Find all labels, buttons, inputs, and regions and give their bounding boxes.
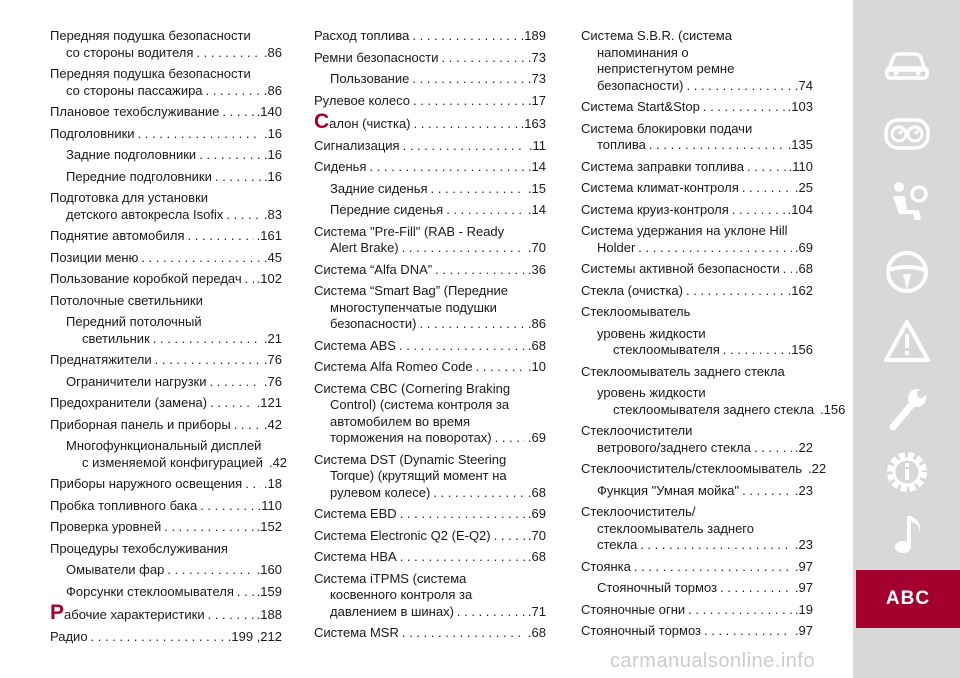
index-entry[interactable] [581, 180, 813, 197]
dot-leader [742, 180, 792, 197]
page-number: .68 [527, 484, 546, 500]
index-entry[interactable] [581, 461, 827, 478]
entry-text: рулевом колесе) [330, 484, 431, 500]
entry-text: Пользование [330, 71, 410, 86]
index-entry[interactable] [581, 423, 813, 456]
index-entry[interactable] [581, 385, 846, 418]
dot-leader [723, 342, 785, 359]
page-number: .68 [527, 337, 546, 353]
dot-leader [237, 584, 254, 601]
index-entry[interactable] [581, 99, 813, 116]
dot-leader [754, 440, 792, 457]
page-number: .69 [527, 506, 546, 521]
entry-text: Передние подголовники [66, 168, 212, 184]
page-number: .156 [820, 401, 846, 417]
dot-leader [91, 629, 225, 646]
index-entry[interactable] [50, 104, 282, 121]
dot-leader [210, 395, 254, 412]
dot-leader [400, 549, 525, 566]
index-entry[interactable] [50, 314, 282, 347]
page-number: .110 [257, 497, 282, 513]
page-number: .135 [787, 137, 813, 152]
page-number: .16 [263, 125, 282, 141]
index-entry[interactable] [581, 602, 813, 619]
entry-text: Омыватели фар [66, 562, 165, 577]
index-entry[interactable] [581, 559, 813, 576]
entry-text: стеклоомывателя [613, 342, 720, 357]
entry-text: Система “Alfa DNA” [314, 261, 433, 277]
index-entry[interactable] [50, 601, 282, 624]
page-number: .97 [794, 623, 813, 638]
entry-text: Система HBA [314, 549, 397, 564]
index-entry[interactable] [314, 181, 546, 198]
page-number: .76 [263, 373, 282, 389]
dot-leader [403, 138, 526, 155]
entry-text: безопасности) [330, 316, 417, 331]
dot-leader [494, 528, 525, 545]
entry-text: Стеклоомыватель [581, 304, 691, 319]
page-number: .19 [794, 601, 813, 617]
dot-leader [153, 331, 261, 348]
page-number: .188 [256, 607, 282, 622]
page-number: .10 [527, 359, 546, 374]
entry-text: Система круиз-контроля [581, 201, 729, 217]
page-number: .69 [794, 239, 813, 255]
entry-text: Подголовники [50, 125, 135, 141]
dot-leader [640, 537, 792, 554]
index-entry[interactable] [581, 580, 813, 597]
entry-text: стекла [597, 537, 638, 552]
dot-leader [442, 50, 525, 67]
index-column-1 [50, 28, 288, 650]
page-number: .159 [256, 583, 282, 599]
index-entry[interactable] [314, 262, 546, 279]
entry-text: Предохранители (замена) [50, 395, 208, 410]
index-entry[interactable] [50, 250, 282, 267]
index-entry[interactable] [581, 121, 813, 154]
page-number: .36 [527, 261, 546, 277]
entry-text: непристегнутом ремне [597, 61, 735, 76]
index-entry[interactable] [50, 271, 282, 288]
index-entry[interactable] [314, 381, 546, 447]
index-entry[interactable] [50, 66, 282, 99]
index-entry[interactable] [50, 293, 282, 310]
entry-text: Система "Pre-Fill" (RAB - Ready [314, 223, 505, 239]
index-entry[interactable] [314, 224, 546, 257]
index-entry[interactable] [314, 202, 546, 219]
entry-text: Радио [50, 628, 88, 644]
dot-leader [446, 202, 525, 219]
entry-text: Передняя подушка безопасности [50, 66, 251, 81]
car-icon[interactable] [883, 40, 931, 88]
entry-text: стеклоомыватель заднего [597, 520, 754, 536]
dot-leader [476, 359, 525, 376]
index-entry[interactable] [314, 506, 546, 523]
index-entry[interactable] [50, 28, 282, 61]
dot-leader [210, 374, 261, 391]
entry-text: Позиции меню [50, 249, 139, 265]
entry-text: Расход топлива [314, 28, 410, 43]
index-entry[interactable] [581, 364, 813, 381]
page-number: .25 [794, 180, 813, 195]
entry-text: Система MSR [314, 625, 399, 640]
entry-text: Система DST (Dynamic Steering [314, 451, 507, 467]
page-number: .189 [520, 28, 546, 43]
page-number: .83 [263, 206, 282, 222]
index-entry[interactable] [50, 169, 282, 186]
entry-text: Сигнализация [314, 137, 400, 153]
dot-leader [431, 181, 525, 198]
dot-leader [457, 604, 525, 621]
page-number: .161 [256, 228, 282, 243]
page-number: .156 [787, 342, 813, 357]
entry-text: Система ABS [314, 337, 396, 353]
index-column-3 [581, 28, 846, 645]
entry-text: топлива [597, 137, 646, 152]
page-number: .104 [787, 201, 813, 217]
dot-leader [400, 506, 525, 523]
page-number: .45 [263, 249, 282, 265]
entry-text: Система Start&Stop [581, 99, 700, 114]
page-number: .163 [520, 116, 546, 131]
page-number: .103 [787, 99, 813, 114]
dot-leader [638, 240, 792, 257]
dot-leader [688, 602, 792, 619]
page-number: .97 [794, 580, 813, 595]
entry-text: Задние сиденья [330, 180, 428, 196]
dot-leader [412, 71, 525, 88]
entry-text: Система iTPMS (система [314, 570, 467, 586]
warning-triangle-icon[interactable] [883, 318, 931, 366]
index-entry[interactable] [50, 519, 282, 536]
page-number: .22 [808, 461, 827, 476]
entry-text: Поднятие автомобиля [50, 228, 185, 243]
entry-text: Приборы наружного освещения [50, 476, 243, 491]
dot-leader [420, 316, 525, 333]
dot-leader [245, 476, 261, 493]
entry-text: светильник [82, 330, 150, 346]
entry-text: Система удержания на уклоне Hill [581, 223, 788, 238]
dot-leader [649, 137, 785, 154]
index-entry[interactable] [50, 352, 282, 369]
dot-leader [495, 430, 525, 447]
dot-leader [747, 159, 786, 176]
page-number: .160 [256, 562, 282, 577]
seat-airbag-icon[interactable] [883, 178, 931, 226]
wrench-icon[interactable] [883, 385, 931, 433]
entry-text: Форсунки стеклоомывателя [66, 583, 234, 599]
index-entry[interactable] [581, 623, 813, 640]
dot-leader [402, 240, 525, 257]
watermark: carmanualsonline.info [610, 650, 816, 672]
entry-text: детского автокресла Isofix [66, 206, 224, 222]
entry-text: Control) (система контроля за [330, 397, 510, 412]
entry-text: Стеклоочиститель/ [581, 504, 696, 519]
index-entry[interactable] [50, 498, 282, 515]
entry-text: с изменяемой конфигурацией [82, 454, 263, 470]
entry-text: уровень жидкости [597, 385, 706, 400]
index-column-2 [314, 28, 546, 647]
dot-leader [226, 207, 261, 224]
index-entry[interactable] [581, 483, 813, 500]
dot-leader [196, 45, 261, 62]
page-number: .42 [263, 416, 282, 432]
entry-text: Передний потолочный [66, 314, 202, 329]
dot-leader [208, 607, 254, 624]
index-entry[interactable] [581, 283, 813, 300]
page-number: .74 [794, 77, 813, 93]
index-entry[interactable] [314, 110, 546, 133]
index-entry[interactable] [314, 71, 546, 88]
index-entry[interactable] [581, 159, 813, 176]
page-number: .102 [256, 271, 282, 286]
entry-text: ветрового/заднего стекла [597, 439, 751, 455]
entry-text: Стояночные огни [581, 601, 686, 617]
entry-text: Система “Smart Bag” (Передние [314, 283, 508, 298]
entry-text: Alert Brake) [330, 240, 399, 255]
section-letter: С [314, 110, 330, 133]
entry-text: многоступенчатые подушки [330, 299, 497, 315]
entry-text: Сиденья [314, 159, 367, 174]
index-entry[interactable] [581, 223, 813, 256]
index-entry[interactable] [314, 283, 546, 333]
entry-text: напоминания о [597, 44, 689, 60]
index-entry[interactable] [314, 338, 546, 355]
entry-text: уровень жидкости [597, 325, 706, 341]
dashboard-icon[interactable] [883, 110, 931, 158]
dot-leader [167, 562, 253, 579]
entry-text: стеклоомывателя заднего стекла [613, 401, 815, 417]
entry-text: Ремни безопасности [314, 49, 439, 65]
entry-text: Проверка уровней [50, 519, 162, 534]
index-entry[interactable] [50, 147, 282, 164]
music-note-icon[interactable] [883, 510, 931, 558]
index-entry[interactable] [581, 28, 813, 94]
entry-text: Стеклоочиститель/стеклоомыватель [581, 461, 803, 476]
entry-text: Передняя подушка безопасности [50, 28, 251, 43]
entry-text: давлением в шинах) [330, 603, 454, 619]
index-entry[interactable] [50, 438, 288, 471]
dot-leader [369, 159, 524, 176]
page-number: .152 [256, 519, 282, 534]
entry-text: Система Alfa Romeo Code [314, 359, 473, 374]
page-number: .73 [527, 49, 546, 65]
entry-text: Задние подголовники [66, 147, 197, 162]
index-entry[interactable] [314, 549, 546, 566]
entry-text: Системы активной безопасности [581, 261, 780, 276]
index-entry[interactable] [50, 190, 282, 223]
entry-text: Система климат-контроля [581, 180, 739, 195]
page-number: .162 [787, 282, 813, 298]
dot-leader [720, 580, 792, 597]
abc-index-tab[interactable]: ABC [856, 570, 960, 628]
entry-text: косвенного контроля за [330, 587, 473, 602]
index-entry[interactable] [581, 261, 813, 278]
page-number: .16 [263, 147, 282, 162]
entry-text: безопасности) [597, 77, 684, 93]
steering-wheel-icon[interactable] [883, 248, 931, 296]
dot-leader [435, 262, 525, 279]
index-entry[interactable] [581, 326, 813, 359]
index-entry[interactable] [50, 417, 282, 434]
index-entry[interactable] [314, 359, 546, 376]
index-entry[interactable] [50, 541, 282, 558]
page-number: .86 [263, 44, 282, 60]
page-number: .15 [527, 180, 546, 196]
entry-text: Система Electronic Q2 (E-Q2) [314, 527, 491, 543]
dot-leader [188, 228, 254, 245]
page-number: .21 [263, 330, 282, 346]
index-entry[interactable] [314, 138, 546, 155]
index-entry[interactable] [50, 395, 282, 412]
page-number: .11 [528, 137, 546, 153]
dot-leader [413, 93, 525, 110]
entry-text: Салон (чистка) [314, 110, 411, 133]
dot-leader [234, 417, 261, 434]
entry-text: Приборная панель и приборы [50, 416, 231, 432]
index-entry[interactable] [314, 625, 546, 642]
index-entry[interactable] [314, 50, 546, 67]
page-number: .140 [256, 104, 282, 119]
index-entry[interactable] [50, 374, 282, 391]
dot-leader [433, 485, 525, 502]
entry-text: Стояночный тормоз [581, 623, 702, 638]
dot-leader [742, 483, 792, 500]
page-number: .86 [527, 316, 546, 331]
entry-text: Рабочие характеристики [50, 601, 205, 624]
page-number: .97 [794, 558, 813, 574]
dot-leader [141, 250, 261, 267]
entry-text: Система блокировки подачи [581, 120, 753, 136]
entry-text: Пробка топливного бака [50, 497, 198, 513]
page-number: .86 [263, 82, 282, 98]
entry-text: Стеклоочистители [581, 423, 693, 438]
page-number: .70 [527, 527, 546, 543]
entry-text: Многофункциональный дисплей [66, 438, 262, 453]
dot-leader [634, 559, 792, 576]
entry-text: Torque) (крутящий момент на [330, 468, 507, 483]
entry-text: Holder [597, 239, 636, 255]
index-entry[interactable] [581, 304, 813, 321]
index-entry[interactable] [50, 562, 282, 579]
page-number: .71 [527, 603, 546, 619]
index-entry[interactable] [314, 28, 546, 45]
page-number: .23 [794, 482, 813, 498]
dot-leader [200, 498, 254, 515]
page-number: .14 [527, 202, 546, 217]
entry-text: Пользование коробкой передач [50, 271, 242, 286]
entry-text: со стороны водителя [66, 44, 194, 60]
entry-text: Плановое техобслуживание [50, 104, 220, 119]
page-number: .18 [263, 476, 282, 491]
entry-text: Передние сиденья [330, 202, 444, 217]
info-gear-icon[interactable] [883, 448, 931, 496]
index-entry[interactable] [50, 476, 282, 493]
page-number: .121 [256, 395, 282, 410]
index-entry[interactable] [50, 126, 282, 143]
dot-leader [686, 283, 785, 300]
page-number: .42 [268, 454, 288, 470]
dot-leader [412, 28, 517, 45]
index-entry[interactable] [314, 159, 546, 176]
page-number: .73 [527, 71, 546, 86]
page-number: .68 [527, 625, 546, 640]
entry-text: Процедуры техобслуживания [50, 540, 228, 556]
page-number: .16 [263, 168, 282, 184]
index-entry[interactable] [581, 202, 813, 219]
index-entry[interactable] [50, 629, 282, 646]
index-entry[interactable] [50, 584, 282, 601]
page-number: .22 [794, 439, 813, 455]
entry-text: Преднатяжители [50, 352, 152, 367]
page-number: .14 [527, 159, 546, 174]
dot-leader [245, 271, 254, 288]
entry-text: Система заправки топлива [581, 158, 745, 174]
index-entry[interactable] [314, 528, 546, 545]
entry-text: торможения на поворотах) [330, 430, 492, 445]
entry-text: Стоянка [581, 558, 631, 574]
dot-leader [138, 126, 261, 143]
dot-leader [399, 338, 525, 355]
dot-leader [222, 104, 253, 121]
dot-leader [732, 202, 785, 219]
dot-leader [215, 169, 261, 186]
entry-text: Подготовка для установки [50, 190, 209, 205]
dot-leader [704, 623, 792, 640]
dot-leader [414, 116, 518, 133]
index-entry[interactable] [50, 228, 282, 245]
entry-text: со стороны пассажира [66, 82, 203, 98]
page-number: .23 [794, 537, 813, 552]
index-entry[interactable] [581, 504, 813, 554]
dot-leader [155, 352, 261, 369]
dot-leader [687, 78, 792, 95]
page-number: .68 [794, 261, 813, 276]
section-letter: Р [50, 601, 65, 624]
dot-leader [164, 519, 253, 536]
page-number: .68 [527, 549, 546, 564]
page-number: .199 ,212 [227, 628, 282, 644]
page-number: .110 [788, 158, 813, 174]
index-entry[interactable] [314, 93, 546, 110]
page-number: .76 [263, 352, 282, 367]
dot-leader [199, 147, 261, 164]
entry-text: Стеклоомыватель заднего стекла [581, 363, 785, 379]
dot-leader [783, 261, 792, 278]
entry-text: Функция "Умная мойка" [597, 482, 740, 498]
entry-text: Система CBC (Cornering Braking [314, 380, 511, 396]
page-number: .70 [527, 240, 546, 255]
entry-text: Ограничители нагрузки [66, 373, 207, 389]
dot-leader [703, 99, 785, 116]
entry-text: Потолочные светильники [50, 292, 203, 308]
index-entry[interactable] [314, 452, 546, 502]
entry-text: Система S.B.R. (система [581, 28, 732, 43]
entry-text: Стекла (очистка) [581, 282, 683, 298]
dot-leader [206, 83, 261, 100]
page-number: .17 [527, 92, 546, 108]
index-entry[interactable] [314, 571, 546, 621]
entry-text: автомобилем во время [330, 413, 471, 429]
entry-text: Рулевое колесо [314, 92, 411, 108]
entry-text: Стояночный тормоз [597, 580, 718, 595]
page-number: .69 [527, 430, 546, 445]
entry-text: Система EBD [314, 506, 397, 521]
dot-leader [402, 625, 525, 642]
